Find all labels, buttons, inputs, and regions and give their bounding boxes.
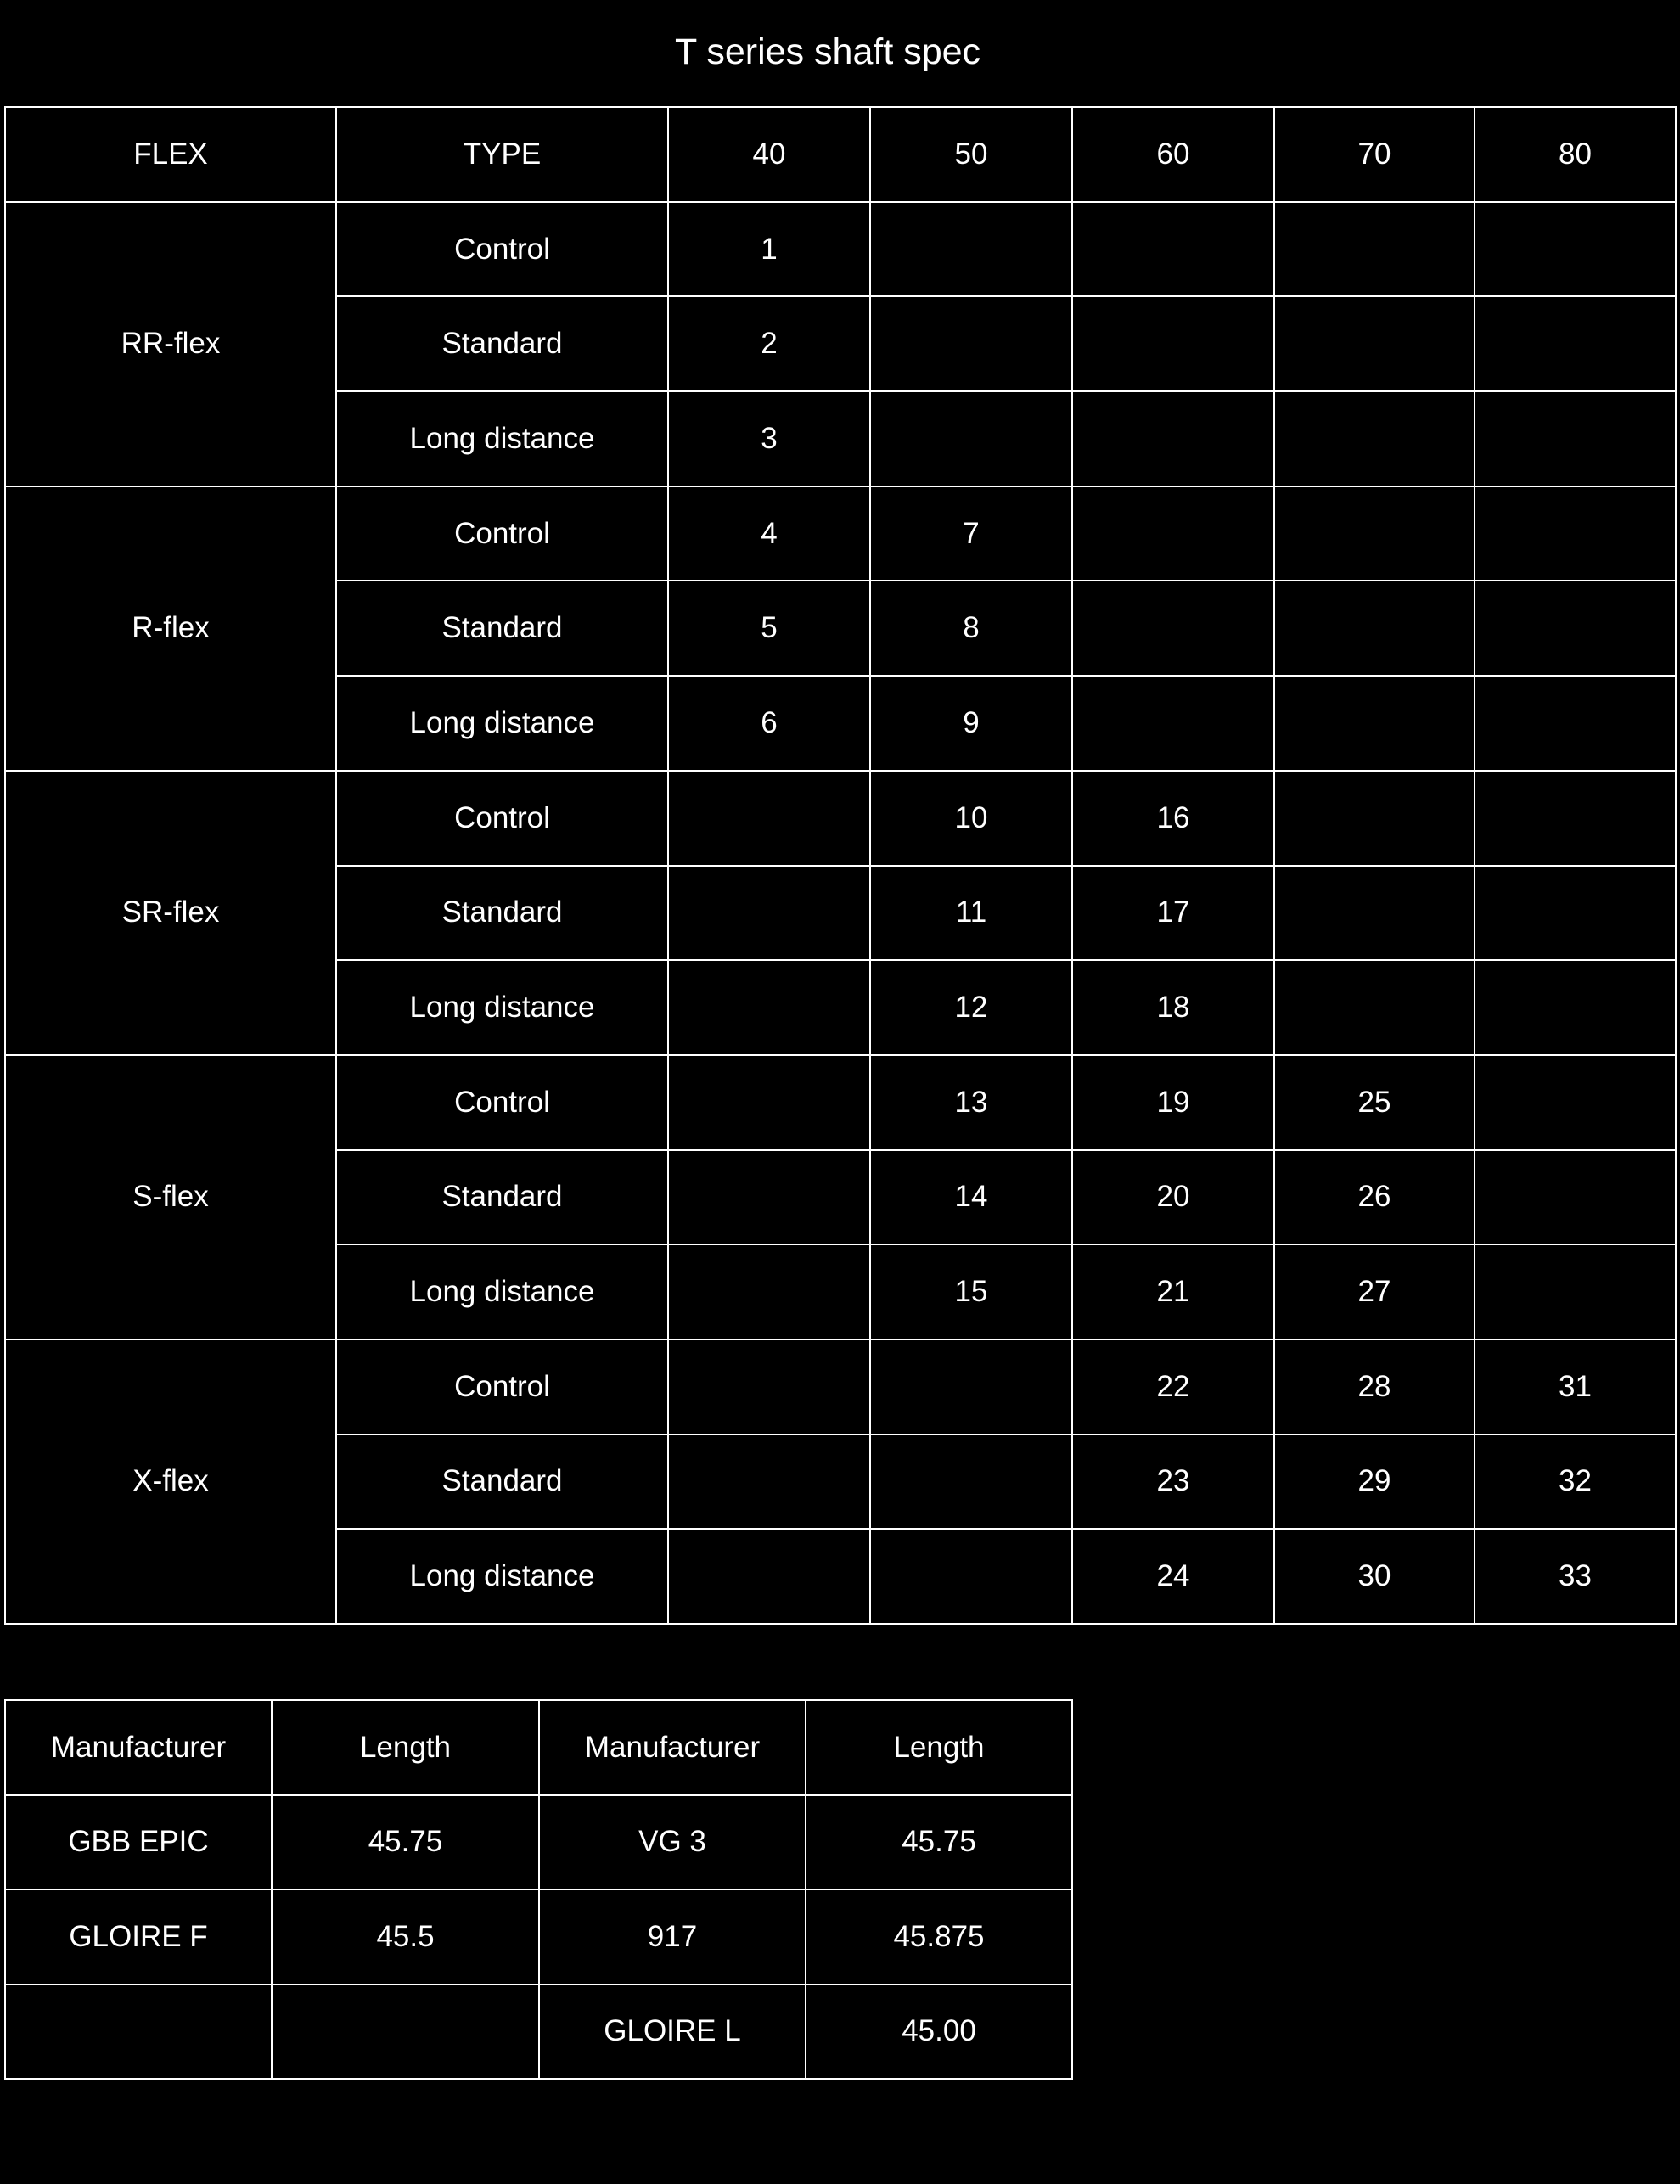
type-cell: Control <box>336 202 668 297</box>
manufacturer-cell: GLOIRE F <box>5 1889 272 1985</box>
value-cell <box>1475 1244 1676 1339</box>
value-cell <box>668 1339 870 1434</box>
value-cell <box>870 1434 1072 1530</box>
value-cell <box>870 1339 1072 1434</box>
value-cell <box>668 1055 870 1150</box>
value-cell <box>668 1150 870 1245</box>
type-cell: Control <box>336 1339 668 1434</box>
header-row <box>5 1700 1072 1795</box>
length-cell <box>272 1985 539 2080</box>
flex-cell: S-flex <box>5 1055 336 1339</box>
flex-cell: R-flex <box>5 486 336 771</box>
value-cell: 18 <box>1072 960 1274 1055</box>
length-cell: 45.75 <box>272 1795 539 1890</box>
value-cell: 7 <box>870 486 1072 581</box>
value-cell <box>1475 202 1676 297</box>
value-cell: 31 <box>1475 1339 1676 1434</box>
type-cell: Long distance <box>336 1529 668 1624</box>
type-cell: Control <box>336 486 668 581</box>
value-cell <box>668 771 870 866</box>
header-cell: 60 <box>1072 107 1274 202</box>
table-row <box>5 486 1676 581</box>
header-cell: Length <box>272 1700 539 1795</box>
value-cell: 19 <box>1072 1055 1274 1150</box>
value-cell: 30 <box>1274 1529 1475 1624</box>
value-cell: 2 <box>668 296 870 391</box>
value-cell <box>668 1434 870 1530</box>
value-cell: 29 <box>1274 1434 1475 1530</box>
value-cell <box>1274 581 1475 676</box>
value-cell <box>1475 771 1676 866</box>
value-cell <box>1475 1055 1676 1150</box>
type-cell: Standard <box>336 581 668 676</box>
type-cell: Control <box>336 1055 668 1150</box>
value-cell: 21 <box>1072 1244 1274 1339</box>
value-cell: 14 <box>870 1150 1072 1245</box>
table-row <box>5 1055 1676 1150</box>
value-cell <box>1475 676 1676 771</box>
header-cell: FLEX <box>5 107 336 202</box>
value-cell <box>870 202 1072 297</box>
header-cell: 70 <box>1274 107 1475 202</box>
header-cell: 40 <box>668 107 870 202</box>
value-cell: 20 <box>1072 1150 1274 1245</box>
type-cell: Long distance <box>336 391 668 486</box>
value-cell <box>1274 676 1475 771</box>
value-cell <box>668 1529 870 1624</box>
table-row <box>5 1985 1072 2080</box>
value-cell <box>1072 486 1274 581</box>
manufacturer-cell <box>5 1985 272 2080</box>
type-cell: Long distance <box>336 960 668 1055</box>
value-cell: 26 <box>1274 1150 1475 1245</box>
type-cell: Long distance <box>336 1244 668 1339</box>
value-cell: 22 <box>1072 1339 1274 1434</box>
table-row <box>5 1339 1676 1434</box>
value-cell <box>1072 202 1274 297</box>
flex-cell: RR-flex <box>5 202 336 486</box>
value-cell: 10 <box>870 771 1072 866</box>
length-cell: 45.00 <box>806 1985 1072 2080</box>
value-cell: 6 <box>668 676 870 771</box>
value-cell <box>1274 391 1475 486</box>
manufacturer-cell: GBB EPIC <box>5 1795 272 1890</box>
value-cell <box>1274 771 1475 866</box>
flex-cell: SR-flex <box>5 771 336 1055</box>
value-cell <box>1274 486 1475 581</box>
table-row <box>5 202 1676 297</box>
table-row <box>5 1795 1072 1890</box>
type-cell: Standard <box>336 866 668 961</box>
value-cell: 33 <box>1475 1529 1676 1624</box>
value-cell: 16 <box>1072 771 1274 866</box>
manufacturer-cell: 917 <box>539 1889 806 1985</box>
table-row <box>5 771 1676 866</box>
value-cell: 8 <box>870 581 1072 676</box>
value-cell: 13 <box>870 1055 1072 1150</box>
value-cell <box>1274 296 1475 391</box>
value-cell <box>870 391 1072 486</box>
value-cell <box>1072 581 1274 676</box>
value-cell: 15 <box>870 1244 1072 1339</box>
type-cell: Standard <box>336 1150 668 1245</box>
value-cell <box>1475 581 1676 676</box>
length-cell: 45.5 <box>272 1889 539 1985</box>
flex-cell: X-flex <box>5 1339 336 1624</box>
value-cell: 28 <box>1274 1339 1475 1434</box>
value-cell: 5 <box>668 581 870 676</box>
table-row <box>5 1889 1072 1985</box>
value-cell <box>1072 676 1274 771</box>
header-cell: Manufacturer <box>539 1700 806 1795</box>
value-cell <box>1274 202 1475 297</box>
page-title: T series shaft spec <box>674 31 981 72</box>
value-cell: 12 <box>870 960 1072 1055</box>
value-cell <box>1274 960 1475 1055</box>
value-cell <box>1475 391 1676 486</box>
shaft-spec-table <box>4 106 1677 1625</box>
type-cell: Standard <box>336 1434 668 1530</box>
value-cell <box>668 960 870 1055</box>
type-cell: Standard <box>336 296 668 391</box>
header-cell: 80 <box>1475 107 1676 202</box>
value-cell <box>1475 486 1676 581</box>
header-cell: 50 <box>870 107 1072 202</box>
value-cell: 32 <box>1475 1434 1676 1530</box>
header-cell: TYPE <box>336 107 668 202</box>
value-cell <box>1274 866 1475 961</box>
value-cell <box>870 296 1072 391</box>
value-cell <box>1475 960 1676 1055</box>
value-cell <box>1475 1150 1676 1245</box>
value-cell <box>668 1244 870 1339</box>
length-cell: 45.75 <box>806 1795 1072 1890</box>
type-cell: Long distance <box>336 676 668 771</box>
value-cell: 27 <box>1274 1244 1475 1339</box>
value-cell <box>1475 866 1676 961</box>
manufacturer-cell: GLOIRE L <box>539 1985 806 2080</box>
value-cell <box>1072 296 1274 391</box>
header-cell: Length <box>806 1700 1072 1795</box>
value-cell: 24 <box>1072 1529 1274 1624</box>
value-cell: 17 <box>1072 866 1274 961</box>
header-row <box>5 107 1676 202</box>
type-cell: Control <box>336 771 668 866</box>
value-cell: 23 <box>1072 1434 1274 1530</box>
value-cell: 9 <box>870 676 1072 771</box>
value-cell <box>1475 296 1676 391</box>
header-cell: Manufacturer <box>5 1700 272 1795</box>
value-cell: 25 <box>1274 1055 1475 1150</box>
value-cell: 4 <box>668 486 870 581</box>
length-table <box>4 1699 1073 2080</box>
value-cell <box>1072 391 1274 486</box>
value-cell <box>870 1529 1072 1624</box>
value-cell: 11 <box>870 866 1072 961</box>
length-cell: 45.875 <box>806 1889 1072 1985</box>
value-cell: 3 <box>668 391 870 486</box>
manufacturer-cell: VG 3 <box>539 1795 806 1890</box>
value-cell <box>668 866 870 961</box>
value-cell: 1 <box>668 202 870 297</box>
